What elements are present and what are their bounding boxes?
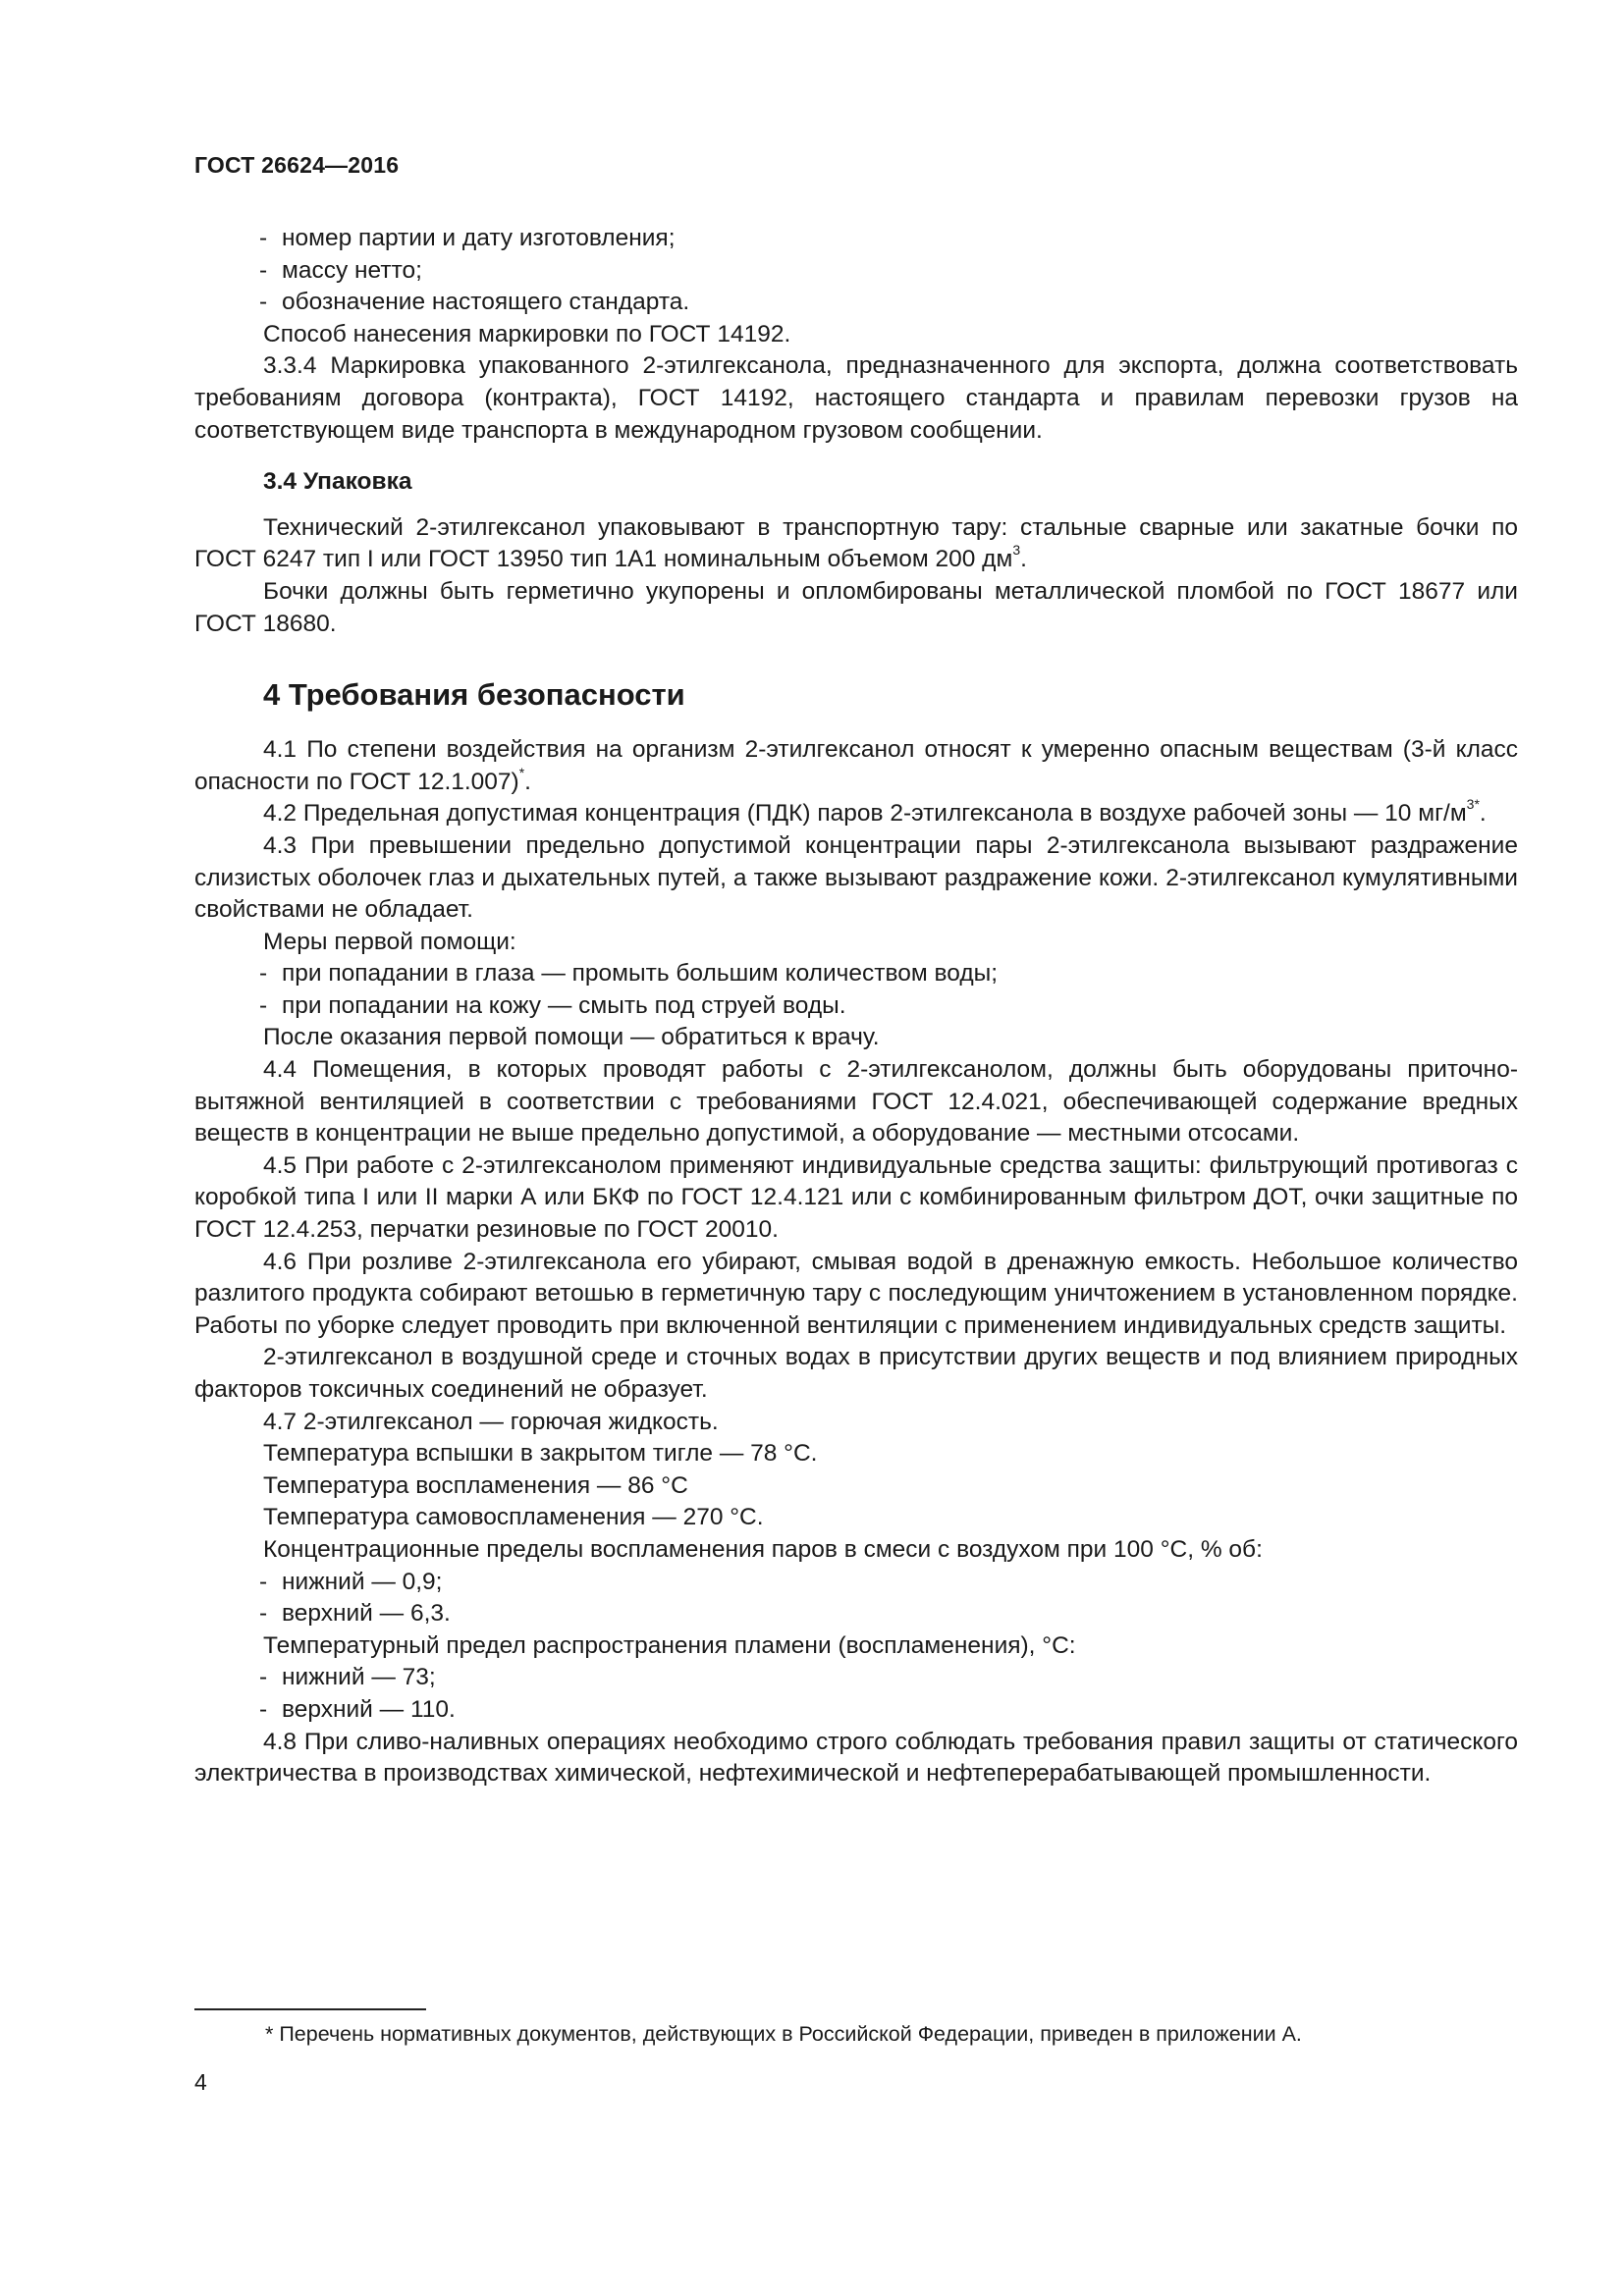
list-item: - номер партии и дату изготовления; (259, 225, 676, 251)
list-item: - обозначение настоящего стандарта. (259, 289, 690, 316)
paragraph-packaging-2: Бочки должны быть герметично укупорены и опломбированы металлической пломбой по ГОСТ 18677 или ГОСТ 18680. (194, 577, 1518, 637)
paragraph-4-2: 4.2 Предельная допустимая концентрация (ПДК) паров 2-этилгексанола в воздухе рабочей зоны — 10 $мг/м^{3*}$. (263, 796, 1487, 828)
paragraph-ignition: Температура воспламенения — 86 °С (263, 1471, 688, 1499)
paragraph-autoignition: Температура самовоспламенения — 270 °С. (263, 1504, 764, 1531)
paragraph-after-aid: После оказания первой помощи — обратиться к врачу. (263, 1024, 880, 1051)
section-heading-3-4: 3.4 Упаковка (263, 468, 412, 496)
list-item: - верхний — 110. (259, 1695, 456, 1723)
footnote-divider (194, 2008, 426, 2010)
footnote: * Перечень нормативных документов, действующих в Российской Федерации, приведен в приложении А. (265, 2022, 1302, 2046)
paragraph-4-1: 4.1 По степени воздействия на организм 2-этилгексанол относят к умеренно опасным веществам (3-й класс опасности по ГОСТ 12.1.007)*. (194, 736, 1518, 795)
paragraph-4-8: 4.8 При сливо-наливных операциях необходимо строго соблюдать требования правил защиты от статического электричества в производствах химической, нефтехимической и нефтеперерабатывающей промышленности. (194, 1728, 1518, 1788)
paragraph-packaging-1: Технический 2-этилгексанол упаковывают в транспортную тару: стальные сварные или закатные бочки по ГОСТ 6247 тип I или ГОСТ 13950 тип 1А1 номинальным объемом 200 $дм^3$. (194, 513, 1518, 573)
paragraph-3-3-4: 3.3.4 Маркировка упакованного 2-этилгексанола, предназначенного для экспорта, должна соответствовать требованиям договора (контракта), ГОСТ 14192, настоящего стандарта и правилам перевозки грузов на соответствующем виде транспорта в международном грузовом сообщении. (194, 352, 1518, 444)
paragraph-4-4: 4.4 Помещения, в которых проводят работы с 2-этилгексанолом, должны быть оборудованы приточно-вытяжной вентиляцией в соответствии с требованиями ГОСТ 12.4.021, обеспечивающей содержание вредных веществ в концентрации не выше предельно допустимой, а оборудование — местными отсосами. (194, 1056, 1518, 1148)
paragraph-first-aid: Меры первой помощи: (263, 928, 516, 955)
list-item: - нижний — 73; (259, 1664, 436, 1691)
list-item: - нижний — 0,9; (259, 1568, 443, 1595)
paragraph-4-6: 4.6 При розливе 2-этилгексанола его убирают, смывая водой в дренажную емкость. Небольшое количество разлитого продукта собирают ветошью в герметичную тару с последующим уничтожением в установленном порядке. Работы по уборке следует проводить при включенной вентиляции с применением индивидуальных средств защиты. (194, 1248, 1518, 1339)
paragraph-marking-method: Способ нанесения маркировки по ГОСТ 14192. (263, 320, 791, 347)
list-item: - верхний — 6,3. (259, 1600, 451, 1628)
paragraph-concentration-limits: Концентрационные пределы воспламенения паров в смеси с воздухом при 100 °С, % об: (263, 1535, 1263, 1563)
paragraph-4-7: 4.7 2-этилгексанол — горючая жидкость. (263, 1408, 719, 1435)
paragraph-flash-point: Температура вспышки в закрытом тигле — 78 °С. (263, 1440, 818, 1468)
page-content (194, 223, 1518, 1790)
list-item: - при попадании на кожу — смыть под струей воды. (259, 991, 846, 1019)
document-header: ГОСТ 26624—2016 (194, 152, 400, 178)
list-item: - массу нетто; (259, 256, 422, 284)
section-heading-4: 4 Требования безопасности (263, 677, 685, 713)
page-number: 4 (194, 2069, 207, 2095)
paragraph-4-5: 4.5 При работе с 2-этилгексанолом применяют индивидуальные средства защиты: фильтрующий противогаз с коробкой типа I или II марки А или БКФ по ГОСТ 12.4.121 или с комбинированным фильтром ДОТ, очки защитные по ГОСТ 12.4.253, перчатки резиновые по ГОСТ 20010. (194, 1151, 1518, 1244)
paragraph-temperature-limits: Температурный предел распространения пламени (воспламенения), °С: (263, 1631, 1076, 1659)
paragraph-4-6-b: 2-этилгексанол в воздушной среде и сточных водах в присутствии других веществ и под влиянием природных факторов токсичных соединений не образует. (194, 1344, 1518, 1403)
list-item: - при попадании в глаза — промыть большим количеством воды; (259, 960, 999, 988)
paragraph-4-3: 4.3 При превышении предельно допустимой концентрации пары 2-этилгексанола вызывают раздражение слизистых оболочек глаз и дыхательных путей, а также вызывают раздражение кожи. 2-этилгексанол кумулятивными свойствами не обладает. (194, 831, 1518, 924)
